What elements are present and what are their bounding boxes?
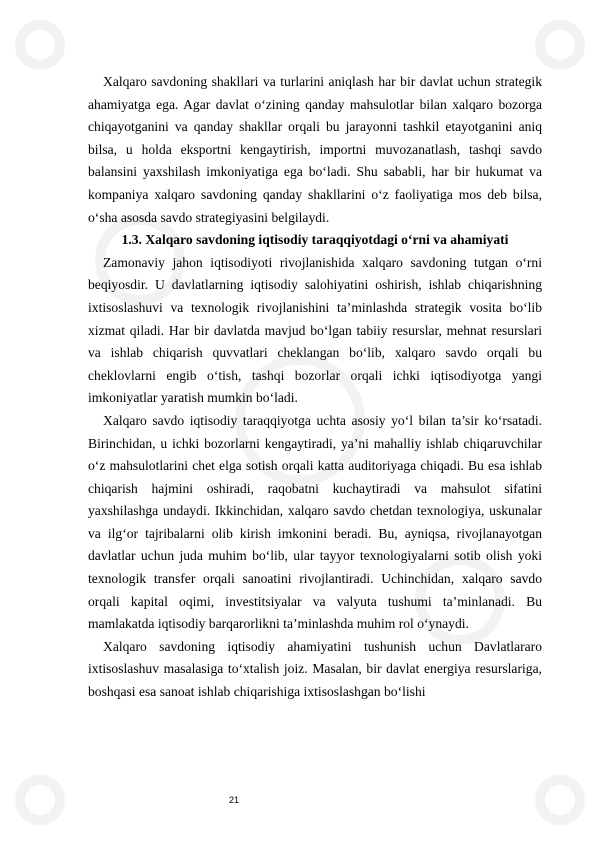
section-heading: 1.3. Xalqaro savdoning iqtisodiy taraqqiyotdagi o‘rni va ahamiyati: [121, 232, 509, 248]
document-page: [88, 71, 542, 704]
page-number: 21: [229, 795, 240, 805]
paragraph-4: Xalqaro savdoning iqtisodiy ahamiyatini tushunish uchun Davlatlararo ixtisoslashuv masalasiga to‘xtalish joiz. Masalan, bir davlat energiya resurslariga, boshqasi esa sanoat ishlab chiqarishiga ixtisoslashgan bo‘lishi: [88, 638, 542, 700]
paragraph-2: Zamonaviy jahon iqtisodiyoti rivojlanishida xalqaro savdoning tutgan o‘rni beqiyosdir. U davlatlarning iqtisodiy salohiyatini oshirish, ishlab chiqarishning ixtisoslashuvi va texnologik rivojlanishini ta’minlashda strategik vosita bo‘lib xizmat qiladi. Har bir davlatda mavjud bo‘lgan tabiiy resurslar, mehnat resurslari va ishlab chiqarish quvvatlari cheklangan bo‘lib, xalqaro savdo orqali bu cheklovlarni engib o‘tish, tashqi bozorlar orqali ichki iqtisodiyotga yangi imkoniyatlar yaratish mumkin bo‘ladi.: [88, 254, 542, 406]
paragraph-1: Xalqaro savdoning shakllari va turlarini aniqlash har bir davlat uchun strategik ahamiyatga ega. Agar davlat o‘zining qanday mahsulotlar bilan xalqaro bozorga chiqayotganini va qanday shakllar orqali bu jarayonni tashkil etayotganini aniq bilsa, u holda eksportni kengaytirish, importni muvozanatlash, tashqi savdo balansini yaxshilash imkoniyatiga ega bo‘ladi. Shu sababli, har bir hukumat va kompaniya xalqaro savdoning qanday shakllarini o‘z faoliyatiga mos deb bilsa, o‘sha asosda savdo strategiyasini belgilaydi.: [88, 74, 542, 225]
paragraph-3: Xalqaro savdo iqtisodiy taraqqiyotga uchta asosiy yo‘l bilan ta’sir ko‘rsatadi. Birinchidan, u ichki bozorlarni kengaytiradi, ya’ni mahalliy ishlab chiqaruvchilar o‘z mahsulotlarini chet elga sotish orqali katta auditoriyaga chiqadi. Bu esa ishlab chiqarish hajmini oshiradi, raqobatni kuchaytiradi va mahsulot sifatini yaxshilashga undaydi. Ikkinchidan, xalqaro savdo chetdan texnologiya, uskunalar va ilg‘or tajribalarni olib kirish imkonini beradi. Bu, ayniqsa, rivojlanayotgan davlatlar uchun juda muhim bo‘lib, ular tayyor texnologiyalarni sotib olish yoki texnologik transfer orqali sanoatini rivojlantiradi. Uchinchidan, xalqaro savdo orqali kapital oqimi, investitsiyalar va valyuta tushumi ta’minlanadi. Bu mamlakatda iqtisodiy barqarorlikni ta’minlashda muhim rol o‘ynaydi.: [88, 412, 542, 632]
